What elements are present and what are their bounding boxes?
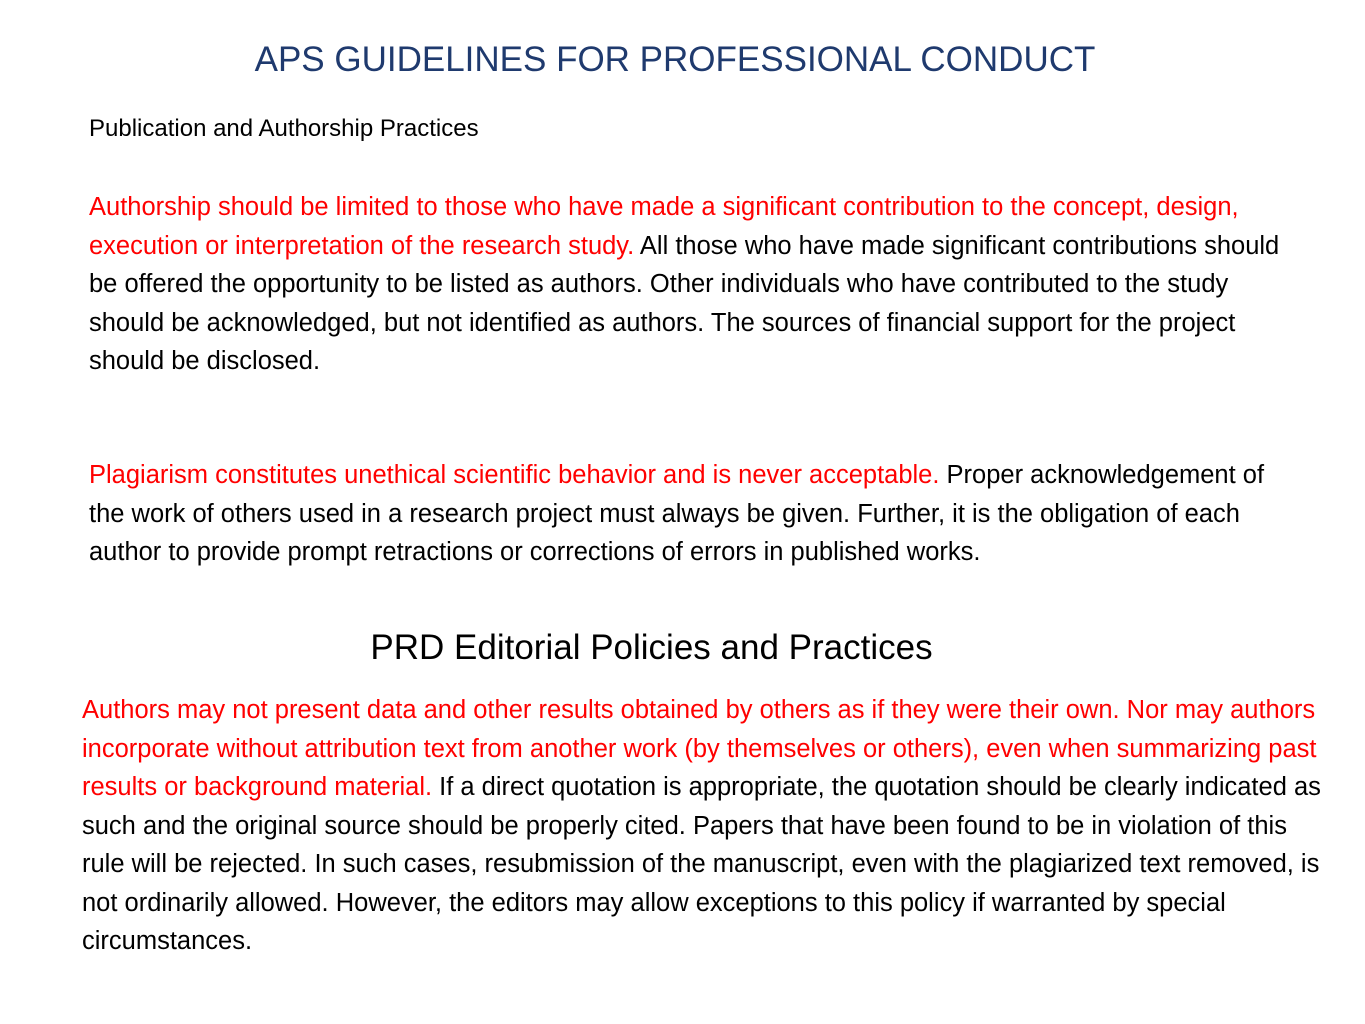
plagiarism-highlight-text: Plagiarism constitutes unethical scientific behavior and is never acceptable.	[89, 461, 940, 489]
section-heading: Publication and Authorship Practices	[89, 115, 479, 142]
plagiarism-paragraph	[89, 456, 1299, 572]
authorship-paragraph	[89, 188, 1299, 381]
prd-policy-body-text: If a direct quotation is appropriate, the quotation should be clearly indicated as such and the original source should be properly cited. Papers that have been found to be in violation of this rule will be rejected. In such cases, resubmission of the manuscript, even with the plagiarized text removed, is not ordinarily allowed. However, the editors may allow exceptions to this policy if warranted by special circumstances.	[82, 773, 1321, 955]
page-title: APS GUIDELINES FOR PROFESSIONAL CONDUCT	[254, 40, 1096, 79]
plagiarism-body-text: Proper acknowledgement of the work of others used in a research project must always be given. Further, it is the obligation of each author to provide prompt retractions or corrections of errors in published works.	[89, 461, 1265, 566]
prd-policy-paragraph	[82, 691, 1327, 961]
authorship-body-text: All those who have made significant contributions should be offered the opportunity to be listed as authors. Other individuals who have contributed to the study should be acknowledged, but not identified as authors. The sources of financial support for the project should be disclosed.	[89, 231, 1280, 375]
prd-policy-highlight-text: Authors may not present data and other results obtained by others as if they were their own. Nor may authors incorporate without attribution text from another work (by themselves or others), even when summarizing past results or background material.	[82, 696, 1317, 801]
authorship-highlight-text: Authorship should be limited to those who have made a significant contribution to the concept, design, execution or interpretation of the research study.	[89, 193, 1239, 260]
prd-policies-heading: PRD Editorial Policies and Practices	[370, 628, 933, 667]
